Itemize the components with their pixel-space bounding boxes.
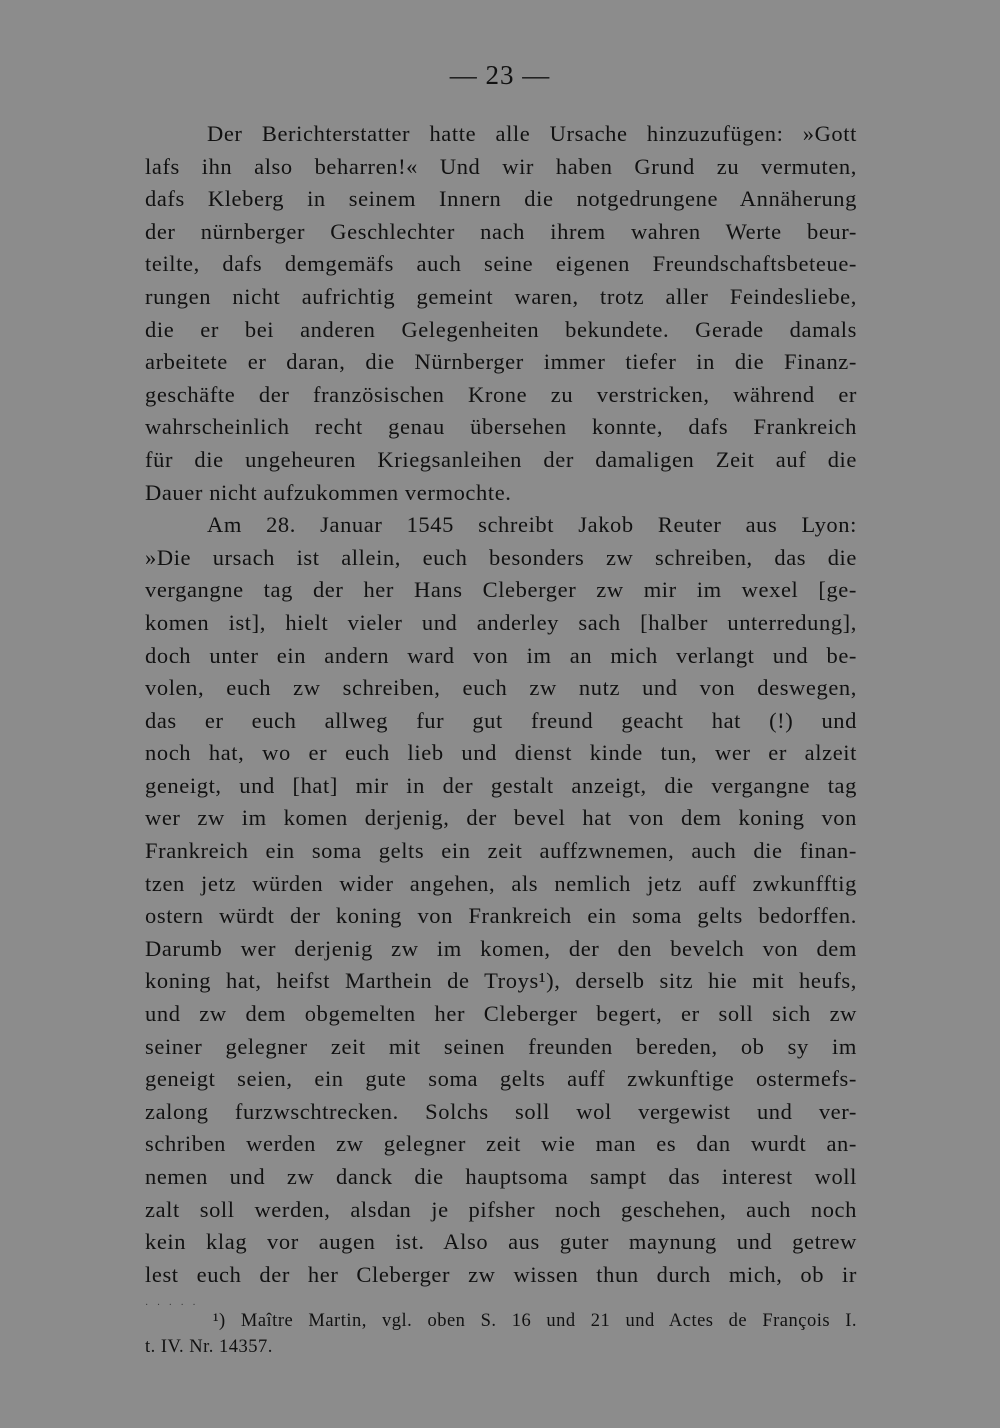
text-line: lest euch der her Cleberger zw wissen thun durch mich, ob ir bbox=[145, 1261, 857, 1287]
text-line: wer zw im komen derjenig, der bevel hat von dem koning von bbox=[145, 805, 857, 831]
text-line: »Die ursach ist allein, euch besonders zw schreiben, das die bbox=[145, 544, 857, 570]
text-line: Der Berichterstatter hatte alle Ursache hinzuzufügen: »Gott bbox=[207, 121, 857, 146]
text-line: lafs ihn also beharren!« Und wir haben Grund zu vermuten, bbox=[145, 153, 857, 179]
text-line: teilte, dafs demgemäfs auch seine eigenen Freundschaftsbeteue- bbox=[145, 251, 857, 277]
text-line: zalong furzwschtrecken. Solchs soll wol vergewist und ver- bbox=[145, 1098, 857, 1124]
text-line: dafs Kleberg in seinem Innern die notgedrungene Annäherung bbox=[145, 186, 857, 212]
text-line: geneigt, und [hat] mir in der gestalt anzeigt, die vergangne tag bbox=[145, 772, 857, 798]
text-line: noch hat, wo er euch lieb und dienst kinde tun, wer er alzeit bbox=[145, 740, 857, 766]
text-line: Frankreich ein soma gelts ein zeit auffzwnemen, auch die finan- bbox=[145, 838, 857, 864]
text-line: ostern würdt der koning von Frankreich ein soma gelts bedorffen. bbox=[145, 903, 857, 929]
text-line: Dauer nicht aufzukommen vermochte. bbox=[145, 479, 512, 505]
text-line: rungen nicht aufrichtig gemeint waren, trotz aller Feindesliebe, bbox=[145, 283, 857, 309]
footnote-line: t. IV. Nr. 14357. bbox=[145, 1337, 273, 1357]
text-line: die er bei anderen Gelegenheiten bekundete. Gerade damals bbox=[145, 316, 857, 342]
text-line: für die ungeheuren Kriegsanleihen der damaligen Zeit auf die bbox=[145, 446, 857, 472]
text-line: wahrscheinlich recht genau übersehen konnte, dafs Frankreich bbox=[145, 414, 857, 440]
text-line: Am 28. Januar 1545 schreibt Jakob Reuter aus Lyon: bbox=[207, 512, 857, 538]
text-line: seiner gelegner zeit mit seinen freunden bereden, ob sy im bbox=[145, 1033, 857, 1059]
footnotes bbox=[145, 1308, 857, 1360]
footnote-line: ¹) Maître Martin, vgl. oben S. 16 und 21 und Actes de François I. bbox=[213, 1311, 857, 1331]
text-line: und zw dem obgemelten her Cleberger begert, er soll sich zw bbox=[145, 1001, 857, 1027]
page-number: — 23 — bbox=[449, 60, 551, 90]
text-line: kein klag vor augen ist. Also aus guter maynung und getrew bbox=[145, 1229, 857, 1255]
text-line: doch unter ein andern ward von im an mich verlangt und be- bbox=[145, 642, 857, 668]
text-line: zalt soll werden, alsdan je pifsher noch geschehen, auch noch bbox=[145, 1196, 857, 1222]
text-line: der nürnberger Geschlechter nach ihrem wahren Werte beur- bbox=[145, 218, 857, 244]
text-line: nemen und zw danck die hauptsoma sampt das interest woll bbox=[145, 1164, 857, 1189]
text-line: das er euch allweg fur gut freund geacht hat (!) und bbox=[145, 707, 857, 733]
footnote-separator: · · · · · bbox=[145, 1300, 199, 1311]
text-line: koning hat, heifst Marthein de Troys¹), derselb sitz hie mit heufs, bbox=[145, 968, 857, 994]
text-line: geschäfte der französischen Krone zu verstricken, während er bbox=[145, 381, 857, 407]
text-line: komen ist], hielt vieler und anderley sach [halber unterredung], bbox=[145, 609, 857, 635]
text-line: schriben werden zw gelegner zeit wie man es dan wurdt an- bbox=[145, 1131, 857, 1157]
text-line: vergangne tag der her Hans Cleberger zw mir im wexel [ge- bbox=[145, 577, 857, 603]
text-line: arbeitete er daran, die Nürnberger immer tiefer in die Finanz- bbox=[145, 349, 857, 375]
main-text bbox=[145, 118, 857, 1291]
text-line: tzen jetz würden wider angehen, als nemlich jetz auff zwkunfftig bbox=[145, 870, 857, 896]
text-line: volen, euch zw schreiben, euch zw nutz und von deswegen, bbox=[145, 675, 857, 701]
text-line: Darumb wer derjenig zw im komen, der den bevelch von dem bbox=[145, 935, 857, 961]
text-line: geneigt seien, ein gute soma gelts auff zwkunftige ostermefs- bbox=[145, 1066, 857, 1092]
